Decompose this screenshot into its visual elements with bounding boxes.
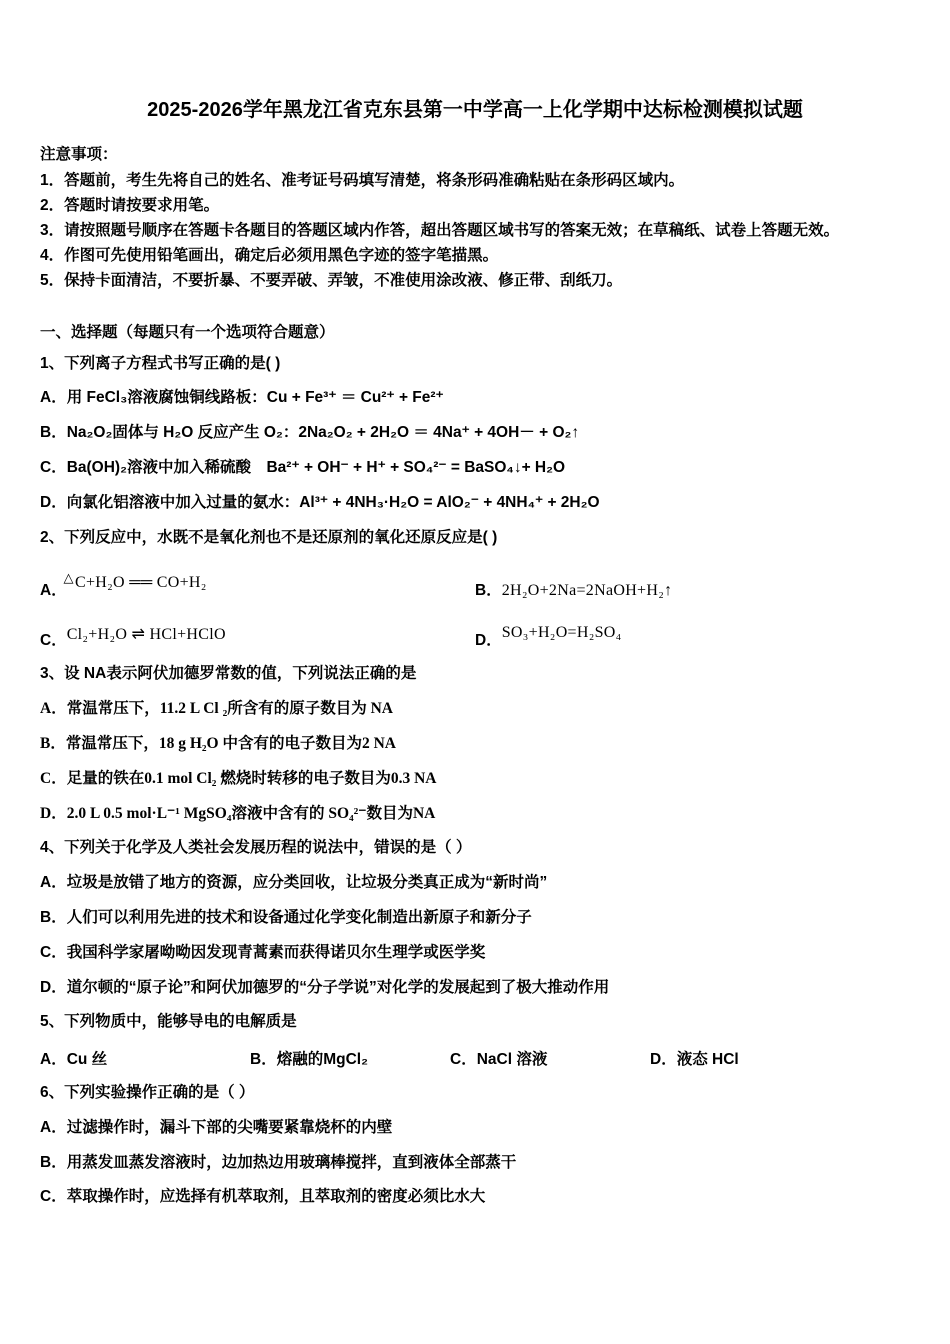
question-option: [40, 767, 910, 792]
option-label: B．: [40, 1153, 67, 1171]
option-label: B．: [475, 582, 502, 600]
option-label: C．: [40, 632, 67, 650]
option-text: 用蒸发皿蒸发溶液时，边加热边用玻璃棒搅拌，直到液体全部蒸干: [66, 1153, 517, 1171]
question-option: [40, 1185, 910, 1210]
option-text: 垃圾是放错了地方的资源，应分类回收，让垃圾分类真正成为“新时尚”: [66, 874, 548, 892]
question-option: [40, 697, 910, 722]
option-label: B．: [40, 734, 66, 752]
option-text: Na₂O₂固体与 H₂O 反应产生 O₂：2Na₂O₂ + 2H₂O ＝ 4Na⁺ + 4OH－ + O₂↑: [66, 424, 580, 442]
section-title: 一、选择题（每题只有一个选项符合题意）: [40, 323, 335, 341]
option-label: A．: [40, 874, 67, 892]
question-option: [40, 906, 910, 931]
option-label: C．: [450, 1051, 477, 1069]
option-formula-text: 2H₂O+2Na=2NaOH+H₂↑: [501, 582, 673, 600]
equation-option-row: [40, 614, 910, 650]
option-label: B．: [250, 1051, 277, 1069]
option-text: 足量的铁在0.1 mol Cl₂ 燃烧时转移的电子数目为0.3 NA: [66, 769, 437, 787]
question-option: [40, 976, 910, 1001]
option-label: A．: [40, 582, 67, 600]
option-label: A．: [40, 700, 67, 718]
option-label: D．: [40, 493, 67, 511]
question-stem: 2、下列反应中，水既不是氧化剂也不是还原剂的氧化还原反应是( ): [40, 528, 498, 546]
option-label: B．: [40, 424, 67, 442]
question-option: [40, 421, 910, 446]
option-formula-text: C+H₂O ══ CO+H₂: [75, 574, 207, 592]
question-stem: 1、下列离子方程式书写正确的是( ): [40, 354, 281, 372]
option-label: D．: [40, 804, 67, 822]
question-option: [40, 802, 910, 827]
question-stem: 5、下列物质中，能够导电的电解质是: [40, 1013, 297, 1031]
option-text: 人们可以利用先进的技术和设备通过化学变化制造出新原子和新分子: [66, 908, 532, 926]
option-label: B．: [40, 908, 67, 926]
question-option: [40, 732, 910, 757]
option-label: C．: [40, 769, 67, 787]
option-text: 熔融的MgCl₂: [276, 1051, 368, 1069]
option-text: 常温常压下，11.2 L Cl ₂所含有的原子数目为 NA: [66, 700, 393, 718]
question-option: [250, 1047, 450, 1069]
question-option: [40, 1116, 910, 1141]
question-option: [40, 491, 910, 516]
option-label: D．: [650, 1051, 677, 1069]
option-text: Ba(OH)₂溶液中加入稀硫酸 Ba²⁺ + OH⁻ + H⁺ + SO₄²⁻ = BaSO₄↓+ H₂O: [66, 458, 566, 476]
question-option: [450, 1047, 650, 1069]
notice-item-5: 5．保持卡面清洁，不要折暴、不要弄破、弄皱，不准使用涂改液、修正带、刮纸刀。: [40, 272, 623, 290]
option-text: 过滤操作时，漏斗下部的尖嘴要紧靠烧杯的内壁: [66, 1118, 393, 1136]
question-option: [650, 1047, 739, 1069]
notice-item-1: 1．答题前，考生先将自己的姓名、准考证号码填写清楚，将条形码准确粘贴在条形码区域内。: [40, 172, 685, 189]
option-text: 常温常压下，18 g H₂O 中含有的电子数目为2 NA: [65, 734, 396, 752]
question-option: [40, 941, 910, 966]
option-formula-text: Cl₂+H₂O ⇌ HCl+HClO: [66, 626, 226, 644]
question-option-row: [40, 1047, 910, 1069]
question-option: [40, 386, 910, 411]
option-formula-text: SO₃+H₂O=H₂SO₄: [501, 624, 622, 642]
question-stem: 4、下列关于化学及人类社会发展历程的说法中，错误的是（ ）: [40, 839, 472, 857]
option-text: 2.0 L 0.5 mol·L⁻¹ MgSO₄溶液中含有的 SO₄²⁻数目为NA: [66, 804, 436, 822]
question-stem: 3、设 NA表示阿伏加德罗常数的值，下列说法正确的是: [40, 665, 417, 683]
equation-option: [40, 564, 475, 600]
equation-option: [475, 614, 910, 650]
page-title: 2025-2026学年黑龙江省克东县第一中学高一上化学期中达标检测模拟试题: [147, 99, 803, 121]
option-label: A．: [40, 1118, 67, 1136]
triangle-heat-icon: △: [63, 570, 74, 586]
question-option: [40, 456, 910, 481]
option-formula-image: [63, 564, 207, 592]
question-option: [40, 1151, 910, 1176]
option-text: NaCl 溶液: [476, 1051, 548, 1069]
notice-heading: 注意事项：: [40, 146, 118, 163]
option-text: 道尔顿的“原子论”和阿伏加德罗的“分子学说”对化学的发展起到了极大推动作用: [66, 978, 610, 996]
option-label: C．: [40, 458, 67, 476]
notice-item-3: 3．请按照题号顺序在答题卡各题目的答题区域内作答，超出答题区域书写的答案无效；在草稿纸、试卷上答题无效。: [40, 222, 840, 240]
option-label: D．: [475, 632, 502, 650]
option-label: A．: [40, 389, 67, 407]
option-label: C．: [40, 1188, 67, 1206]
option-label: A．: [40, 1051, 67, 1069]
option-text: 向氯化铝溶液中加入过量的氨水：Al³⁺ + 4NH₃·H₂O = AlO₂⁻ + 4NH₄⁺ + 2H₂O: [66, 493, 600, 511]
equation-option: [40, 614, 475, 650]
option-label: D．: [40, 978, 67, 996]
notice-item-4: 4．作图可先使用铅笔画出，确定后必须用黑色字迹的签字笔描黑。: [40, 247, 499, 265]
option-label: C．: [40, 943, 67, 961]
equation-option-row: [40, 564, 910, 600]
option-text: 萃取操作时，应选择有机萃取剂，且萃取剂的密度必须比水大: [66, 1188, 486, 1206]
notice-item-2: 2．答题时请按要求用笔。: [40, 197, 220, 215]
question-option: [40, 871, 910, 896]
question-stem: 6、下列实验操作正确的是（ ）: [40, 1084, 255, 1102]
option-text: Cu 丝: [66, 1051, 108, 1069]
option-text: 用 FeCl₃溶液腐蚀铜线路板：Cu + Fe³⁺ ＝ Cu²⁺ + Fe²⁺: [66, 389, 444, 407]
option-text: 我国科学家屠呦呦因发现青蒿素而获得诺贝尔生理学或医学奖: [66, 943, 486, 961]
equation-option: [475, 564, 910, 600]
question-option: [40, 1047, 250, 1069]
option-text: 液态 HCl: [676, 1051, 739, 1069]
